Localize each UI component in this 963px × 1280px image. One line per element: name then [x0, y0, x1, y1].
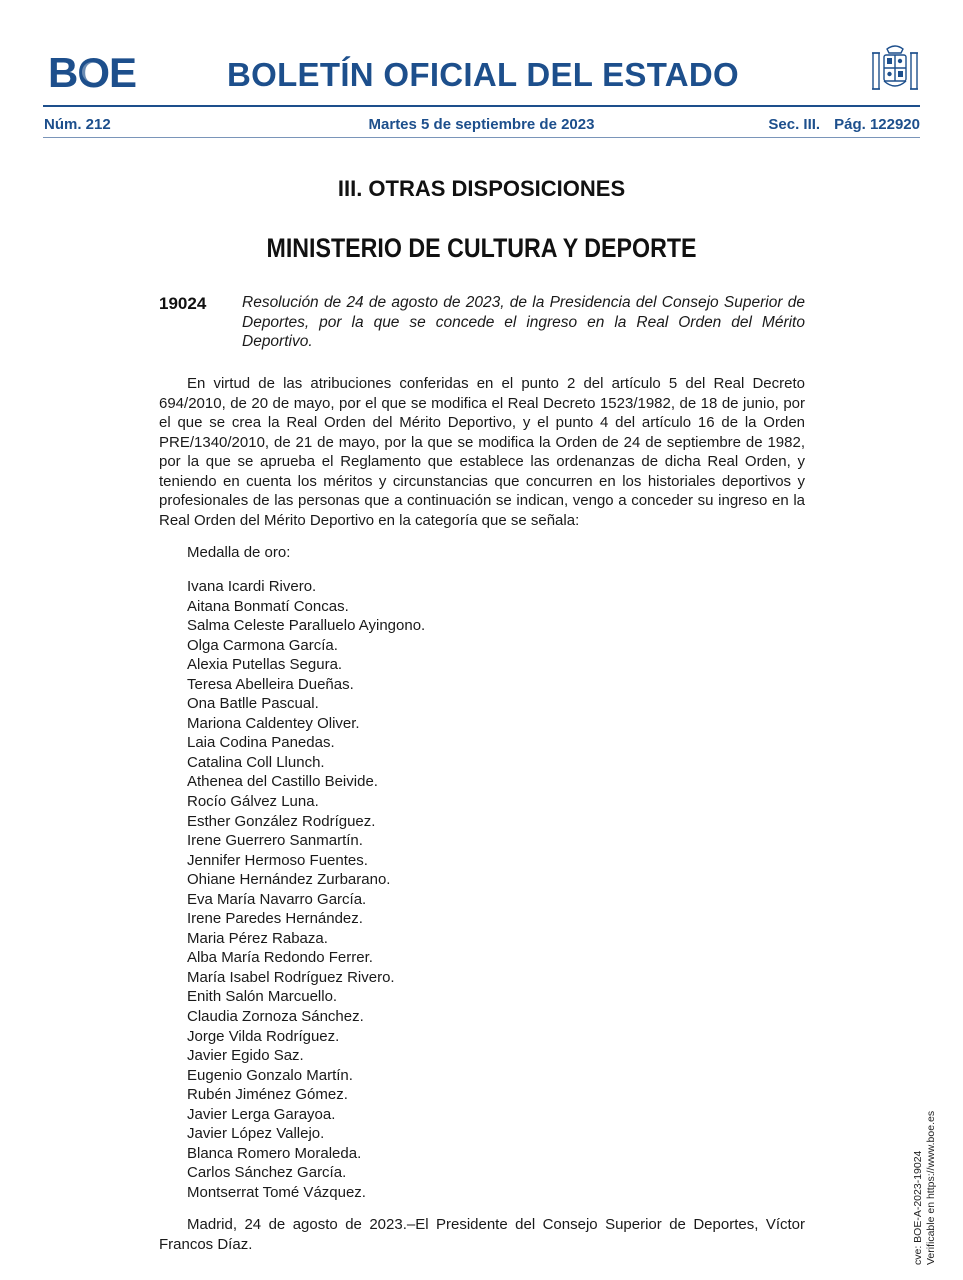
recipient-item: Blanca Romero Moraleda.: [187, 1144, 362, 1162]
recipient-item: Athenea del Castillo Beivide.: [187, 773, 378, 791]
cve-code: cve: BOE-A-2023-19024: [912, 1150, 924, 1265]
disposition-title: Resolución de 24 de agosto de 2023, de la Presidencia del Consejo Superior de Deportes, por la que se concede el ingreso en la Real Orden del Mérito Deportivo.: [242, 294, 805, 350]
recipient-item: Salma Celeste Paralluelo Ayingono.: [187, 617, 426, 635]
recipient-item: Alexia Putellas Segura.: [187, 656, 343, 674]
recipient-item: Mariona Caldentey Oliver.: [187, 714, 360, 732]
section-page-info: [768, 116, 920, 133]
header-rule-bottom: [43, 137, 920, 138]
recipient-item: Olga Carmona García.: [187, 636, 338, 654]
recipient-item: Ona Batlle Pascual.: [187, 695, 319, 713]
bulletin-title: BOLETÍN OFICIAL DEL ESTADO: [227, 56, 739, 93]
coat-of-arms-icon: [870, 43, 920, 99]
recipient-item: Rubén Jiménez Gómez.: [187, 1086, 348, 1104]
recipient-item: María Isabel Rodríguez Rivero.: [187, 968, 395, 986]
recipient-item: Maria Pérez Rabaza.: [187, 929, 328, 947]
recipient-item: Rocío Gálvez Luna.: [187, 793, 319, 811]
recipient-item: Ohiane Hernández Zurbarano.: [187, 871, 391, 889]
section-label: Sec. III.: [768, 116, 821, 133]
recipient-item: Laia Codina Panedas.: [187, 734, 335, 752]
recipient-item: Montserrat Tomé Vázquez.: [187, 1183, 366, 1201]
verification-url[interactable]: Verificable en https://www.boe.es: [925, 1110, 937, 1265]
recipient-item: Javier López Vallejo.: [187, 1125, 325, 1143]
cve-verification: [912, 1111, 938, 1265]
recipient-item: Claudia Zornoza Sánchez.: [187, 1008, 364, 1026]
recipient-item: Ivana Icardi Rivero.: [187, 578, 317, 595]
boe-logo-text: BOE: [47, 53, 137, 91]
medal-category-label: Medalla de oro:: [187, 544, 291, 561]
disposition-number: 19024: [159, 294, 207, 313]
issue-date: Martes 5 de septiembre de 2023: [368, 116, 595, 133]
recipient-item: Jorge Vilda Rodríguez.: [187, 1027, 340, 1045]
boe-logo: [43, 53, 141, 91]
closing-signature: Madrid, 24 de agosto de 2023.–El Presidente del Consejo Superior de Deportes, Víctor Francos Díaz.: [159, 1216, 805, 1253]
recipient-list: [187, 577, 425, 1203]
recipient-item: Carlos Sánchez García.: [187, 1164, 347, 1182]
page-number: Pág. 122920: [834, 116, 920, 133]
recipient-item: Alba María Redondo Ferrer.: [187, 949, 373, 967]
recipient-item: Aitana Bonmatí Concas.: [187, 597, 349, 615]
header-rule-top: [43, 105, 920, 107]
recipient-item: Eugenio Gonzalo Martín.: [187, 1066, 353, 1084]
recipient-item: Catalina Coll Llunch.: [187, 753, 325, 771]
recipient-item: Irene Guerrero Sanmartín.: [187, 832, 363, 850]
recipient-item: Javier Lerga Garayoa.: [187, 1105, 336, 1123]
recipient-item: Eva María Navarro García.: [187, 890, 367, 908]
recipient-item: Teresa Abelleira Dueñas.: [187, 675, 354, 693]
section-heading: III. OTRAS DISPOSICIONES: [337, 176, 626, 201]
ministry-heading: MINISTERIO DE CULTURA Y DEPORTE: [266, 233, 697, 263]
recipient-item: Jennifer Hermoso Fuentes.: [187, 851, 368, 869]
recipient-item: Irene Paredes Hernández.: [187, 910, 363, 928]
recipient-item: Enith Salón Marcuello.: [187, 988, 338, 1006]
issue-number: Núm. 212: [44, 116, 111, 133]
body-paragraph: En virtud de las atribuciones conferidas en el punto 2 del artículo 5 del Real Decreto 694/2010, de 20 de mayo, por el que se modifica el Real Decreto 1523/1982, de 18 de junio, por el que se crea la Real Orden del Mérito Deportivo, y el punto 4 del artículo 16 de la Orden PRE/1340/2010, de 21 de mayo, por la que se modifica la Orden de 24 de septiembre de 1982, por la que se aprueba el Reglamento que establece las ordenanzas de dicha Real Orden, y teniendo en cuenta los méritos y circunstancias que concurren en los historiales deportivos y profesionales de las personas que a continuación se indican, vengo a conceder su ingreso en la Real Orden del Mérito Deportivo en la categoría que se señala:: [159, 375, 805, 529]
recipient-item: Javier Egido Saz.: [187, 1047, 304, 1065]
recipient-item: Esther González Rodríguez.: [187, 812, 376, 830]
